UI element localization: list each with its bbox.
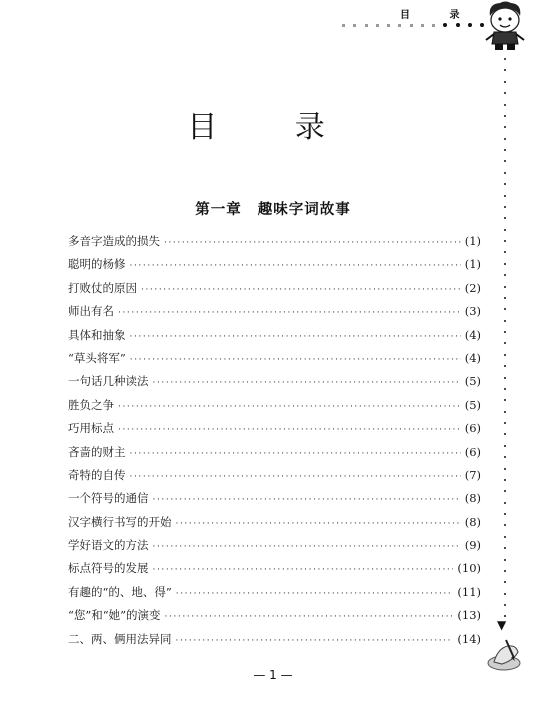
dot-leader bbox=[164, 238, 461, 248]
toc-entry[interactable] bbox=[68, 280, 481, 303]
toc-entry-page: (9) bbox=[464, 538, 481, 553]
toc-entry[interactable] bbox=[68, 537, 481, 560]
toc-entry-page: (5) bbox=[464, 397, 481, 412]
dot-leader bbox=[130, 261, 461, 271]
dot-leader bbox=[153, 565, 454, 575]
toc-entry-page: (1) bbox=[464, 257, 481, 272]
writing-hand-icon bbox=[484, 636, 524, 672]
toc-entry-title: 有趣的“的、地、得” bbox=[68, 584, 172, 599]
toc-entry-page: (8) bbox=[464, 514, 481, 529]
toc-entry-title: 一句话几种读法 bbox=[68, 374, 149, 389]
toc-entry[interactable] bbox=[68, 420, 481, 443]
dot-leader bbox=[118, 425, 461, 435]
toc-entry-title: 标点符号的发展 bbox=[68, 561, 149, 576]
toc-entry-title: 师出有名 bbox=[68, 304, 114, 319]
toc-entry[interactable] bbox=[68, 233, 481, 256]
toc-entry[interactable] bbox=[68, 327, 481, 350]
dot-leader bbox=[130, 355, 461, 365]
toc-entry-page: (8) bbox=[464, 491, 481, 506]
toc-entry-page: (2) bbox=[464, 280, 481, 295]
toc-entry-title: 巧用标点 bbox=[68, 421, 114, 436]
toc-entry-page: (3) bbox=[464, 304, 481, 319]
dot-leader bbox=[118, 308, 461, 318]
dot-leader bbox=[153, 542, 461, 552]
toc-entry-title: 学好语文的方法 bbox=[68, 538, 149, 553]
toc-entry-title: 汉字横行书写的开始 bbox=[68, 514, 172, 529]
dot-leader bbox=[153, 378, 461, 388]
toc-entry[interactable] bbox=[68, 584, 481, 607]
toc-entry-title: 聪明的杨修 bbox=[68, 257, 126, 272]
toc-entry[interactable] bbox=[68, 256, 481, 279]
toc-entry-page: (4) bbox=[464, 327, 481, 342]
toc-entry-page: (10) bbox=[457, 561, 481, 576]
toc-entry-title: 具体和抽象 bbox=[68, 327, 126, 342]
toc-entry-title: 多音字造成的损失 bbox=[68, 234, 160, 248]
toc-entry-page: (1) bbox=[464, 234, 481, 248]
toc-entry[interactable] bbox=[68, 444, 481, 467]
toc-entry-page: (5) bbox=[464, 374, 481, 389]
toc-entry[interactable] bbox=[68, 467, 481, 490]
toc-entry[interactable] bbox=[68, 607, 481, 630]
dot-leader bbox=[165, 612, 454, 622]
toc-entry[interactable] bbox=[68, 514, 481, 537]
toc-entry-title: 一个符号的通信 bbox=[68, 491, 149, 506]
dot-leader bbox=[130, 332, 461, 342]
dot-leader bbox=[118, 402, 461, 412]
table-of-contents bbox=[68, 233, 481, 654]
toc-entry-page: (7) bbox=[464, 467, 481, 482]
toc-entry-page: (14) bbox=[457, 631, 481, 646]
toc-entry[interactable] bbox=[68, 350, 481, 373]
toc-entry[interactable] bbox=[68, 631, 481, 654]
toc-entry-title: “草头将军” bbox=[68, 350, 126, 365]
toc-entry[interactable] bbox=[68, 303, 481, 326]
cartoon-boy-icon bbox=[480, 0, 530, 52]
header-dot-rule bbox=[342, 22, 484, 28]
toc-entry-page: (11) bbox=[457, 584, 481, 599]
toc-entry-title: 吝啬的财主 bbox=[68, 444, 126, 459]
toc-entry-title: 打败仗的原因 bbox=[68, 280, 137, 295]
toc-entry-title: 二、两、俩用法异同 bbox=[68, 631, 172, 646]
arrow-down-icon: ▼ bbox=[497, 618, 507, 632]
toc-entry-page: (4) bbox=[464, 350, 481, 365]
toc-entry-page: (6) bbox=[464, 421, 481, 436]
dot-leader bbox=[176, 519, 461, 529]
dot-leader bbox=[130, 449, 461, 459]
dot-leader bbox=[153, 495, 461, 505]
toc-entry-page: (6) bbox=[464, 444, 481, 459]
chapter-title: 第一章 趣味字词故事 bbox=[195, 202, 351, 219]
toc-entry[interactable] bbox=[68, 490, 481, 513]
page-title: 目 录 bbox=[187, 110, 359, 146]
toc-entry-title: 奇特的自传 bbox=[68, 467, 126, 482]
toc-entry[interactable] bbox=[68, 560, 481, 583]
toc-entry-title: “您”和“她”的演变 bbox=[68, 608, 161, 623]
toc-entry[interactable] bbox=[68, 397, 481, 420]
dot-leader bbox=[130, 472, 461, 482]
dot-leader bbox=[141, 285, 461, 295]
toc-entry[interactable] bbox=[68, 373, 481, 396]
running-head: 目 录 bbox=[400, 10, 478, 21]
toc-entry-page: (13) bbox=[457, 608, 481, 623]
dot-leader bbox=[176, 589, 454, 599]
toc-entry-title: 胜负之争 bbox=[68, 397, 114, 412]
dot-leader bbox=[176, 636, 454, 646]
page-number: — 1 — bbox=[253, 668, 293, 682]
